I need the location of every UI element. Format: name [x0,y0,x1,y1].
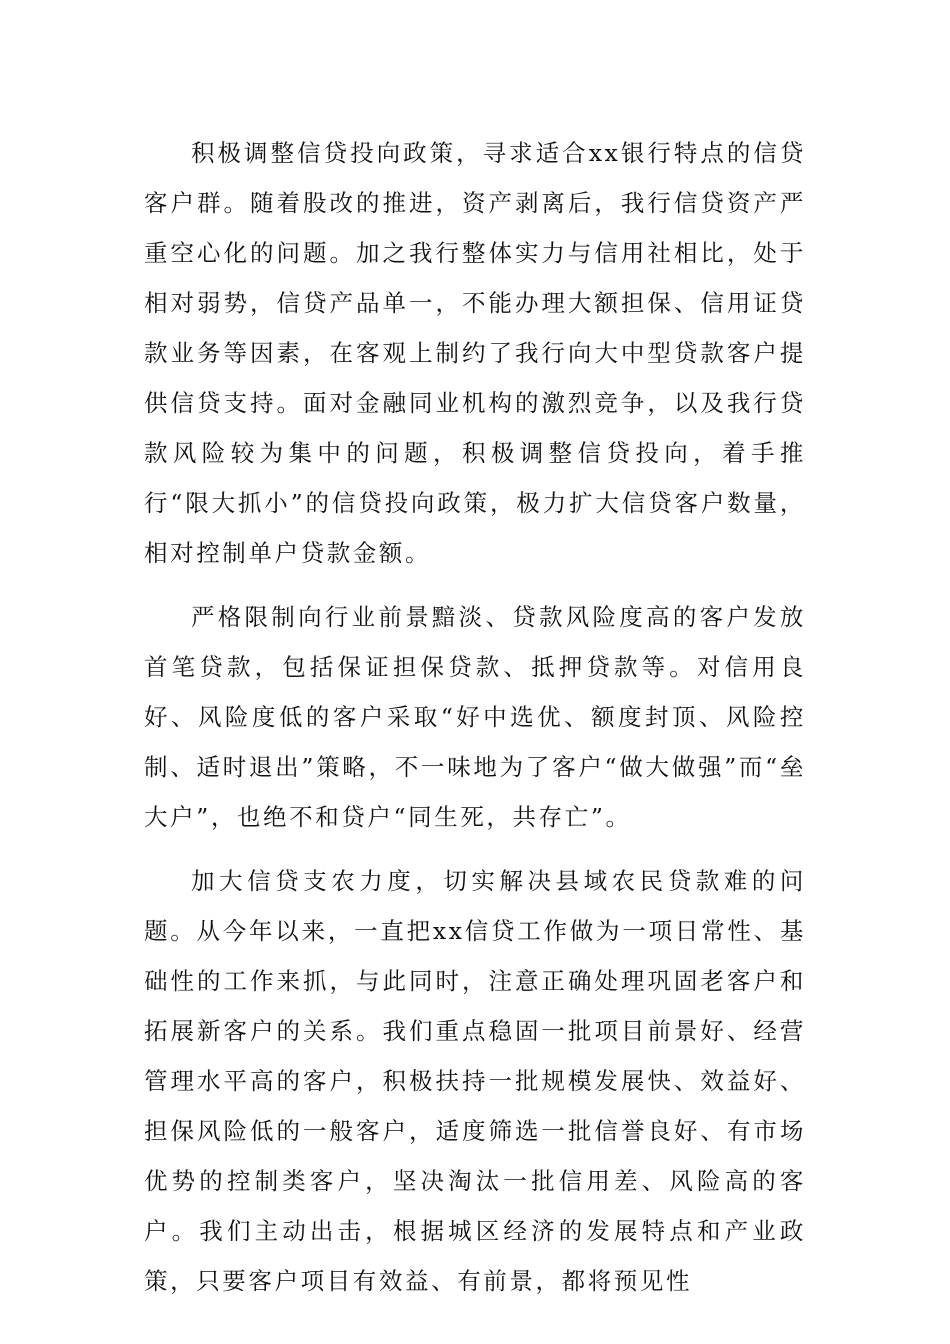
document-body [144,128,806,1320]
paragraph-loan-restriction: 严格限制向行业前景黯淡、贷款风险度高的客户发放首笔贷款，包括保证担保贷款、抵押贷款等。对信用良好、风险度低的客户采取“好中选优、额度封顶、风险控制、适时退出”策略，不一味地为了客户“做大做强”而“垒大户”，也绝不和贷户“同生死，共存亡”。 [144,603,806,831]
paragraph-credit-policy: 积极调整信贷投向政策，寻求适合xx银行特点的信贷客户群。随着股改的推进，资产剥离后，我行信贷资产严重空心化的问题。加之我行整体实力与信用社相比，处于相对弱势，信贷产品单一，不能办理大额担保、信用证贷款业务等因素，在客观上制约了我行向大中型贷款客户提供信贷支持。面对金融同业机构的激烈竞争，以及我行贷款风险较为集中的问题，积极调整信贷投向，着手推行“限大抓小”的信贷投向政策，极力扩大信贷客户数量，相对控制单户贷款金额。 [144,139,806,567]
paragraph-agricultural-support: 加大信贷支农力度，切实解决县域农民贷款难的问题。从今年以来，一直把xx信贷工作做为一项日常性、基础性的工作来抓，与此同时，注意正确处理巩固老客户和拓展新客户的关系。我们重点稳固一批项目前景好、经营管理水平高的客户，积极扶持一批规模发展快、效益好、担保风险低的一般客户，适度筛选一批信誉良好、有市场优势的控制类客户，坚决淘汰一批信用差、风险高的客户。我们主动出击，根据城区经济的发展特点和产业政策，只要客户项目有效益、有前景，都将预见性 [144,867,806,1295]
